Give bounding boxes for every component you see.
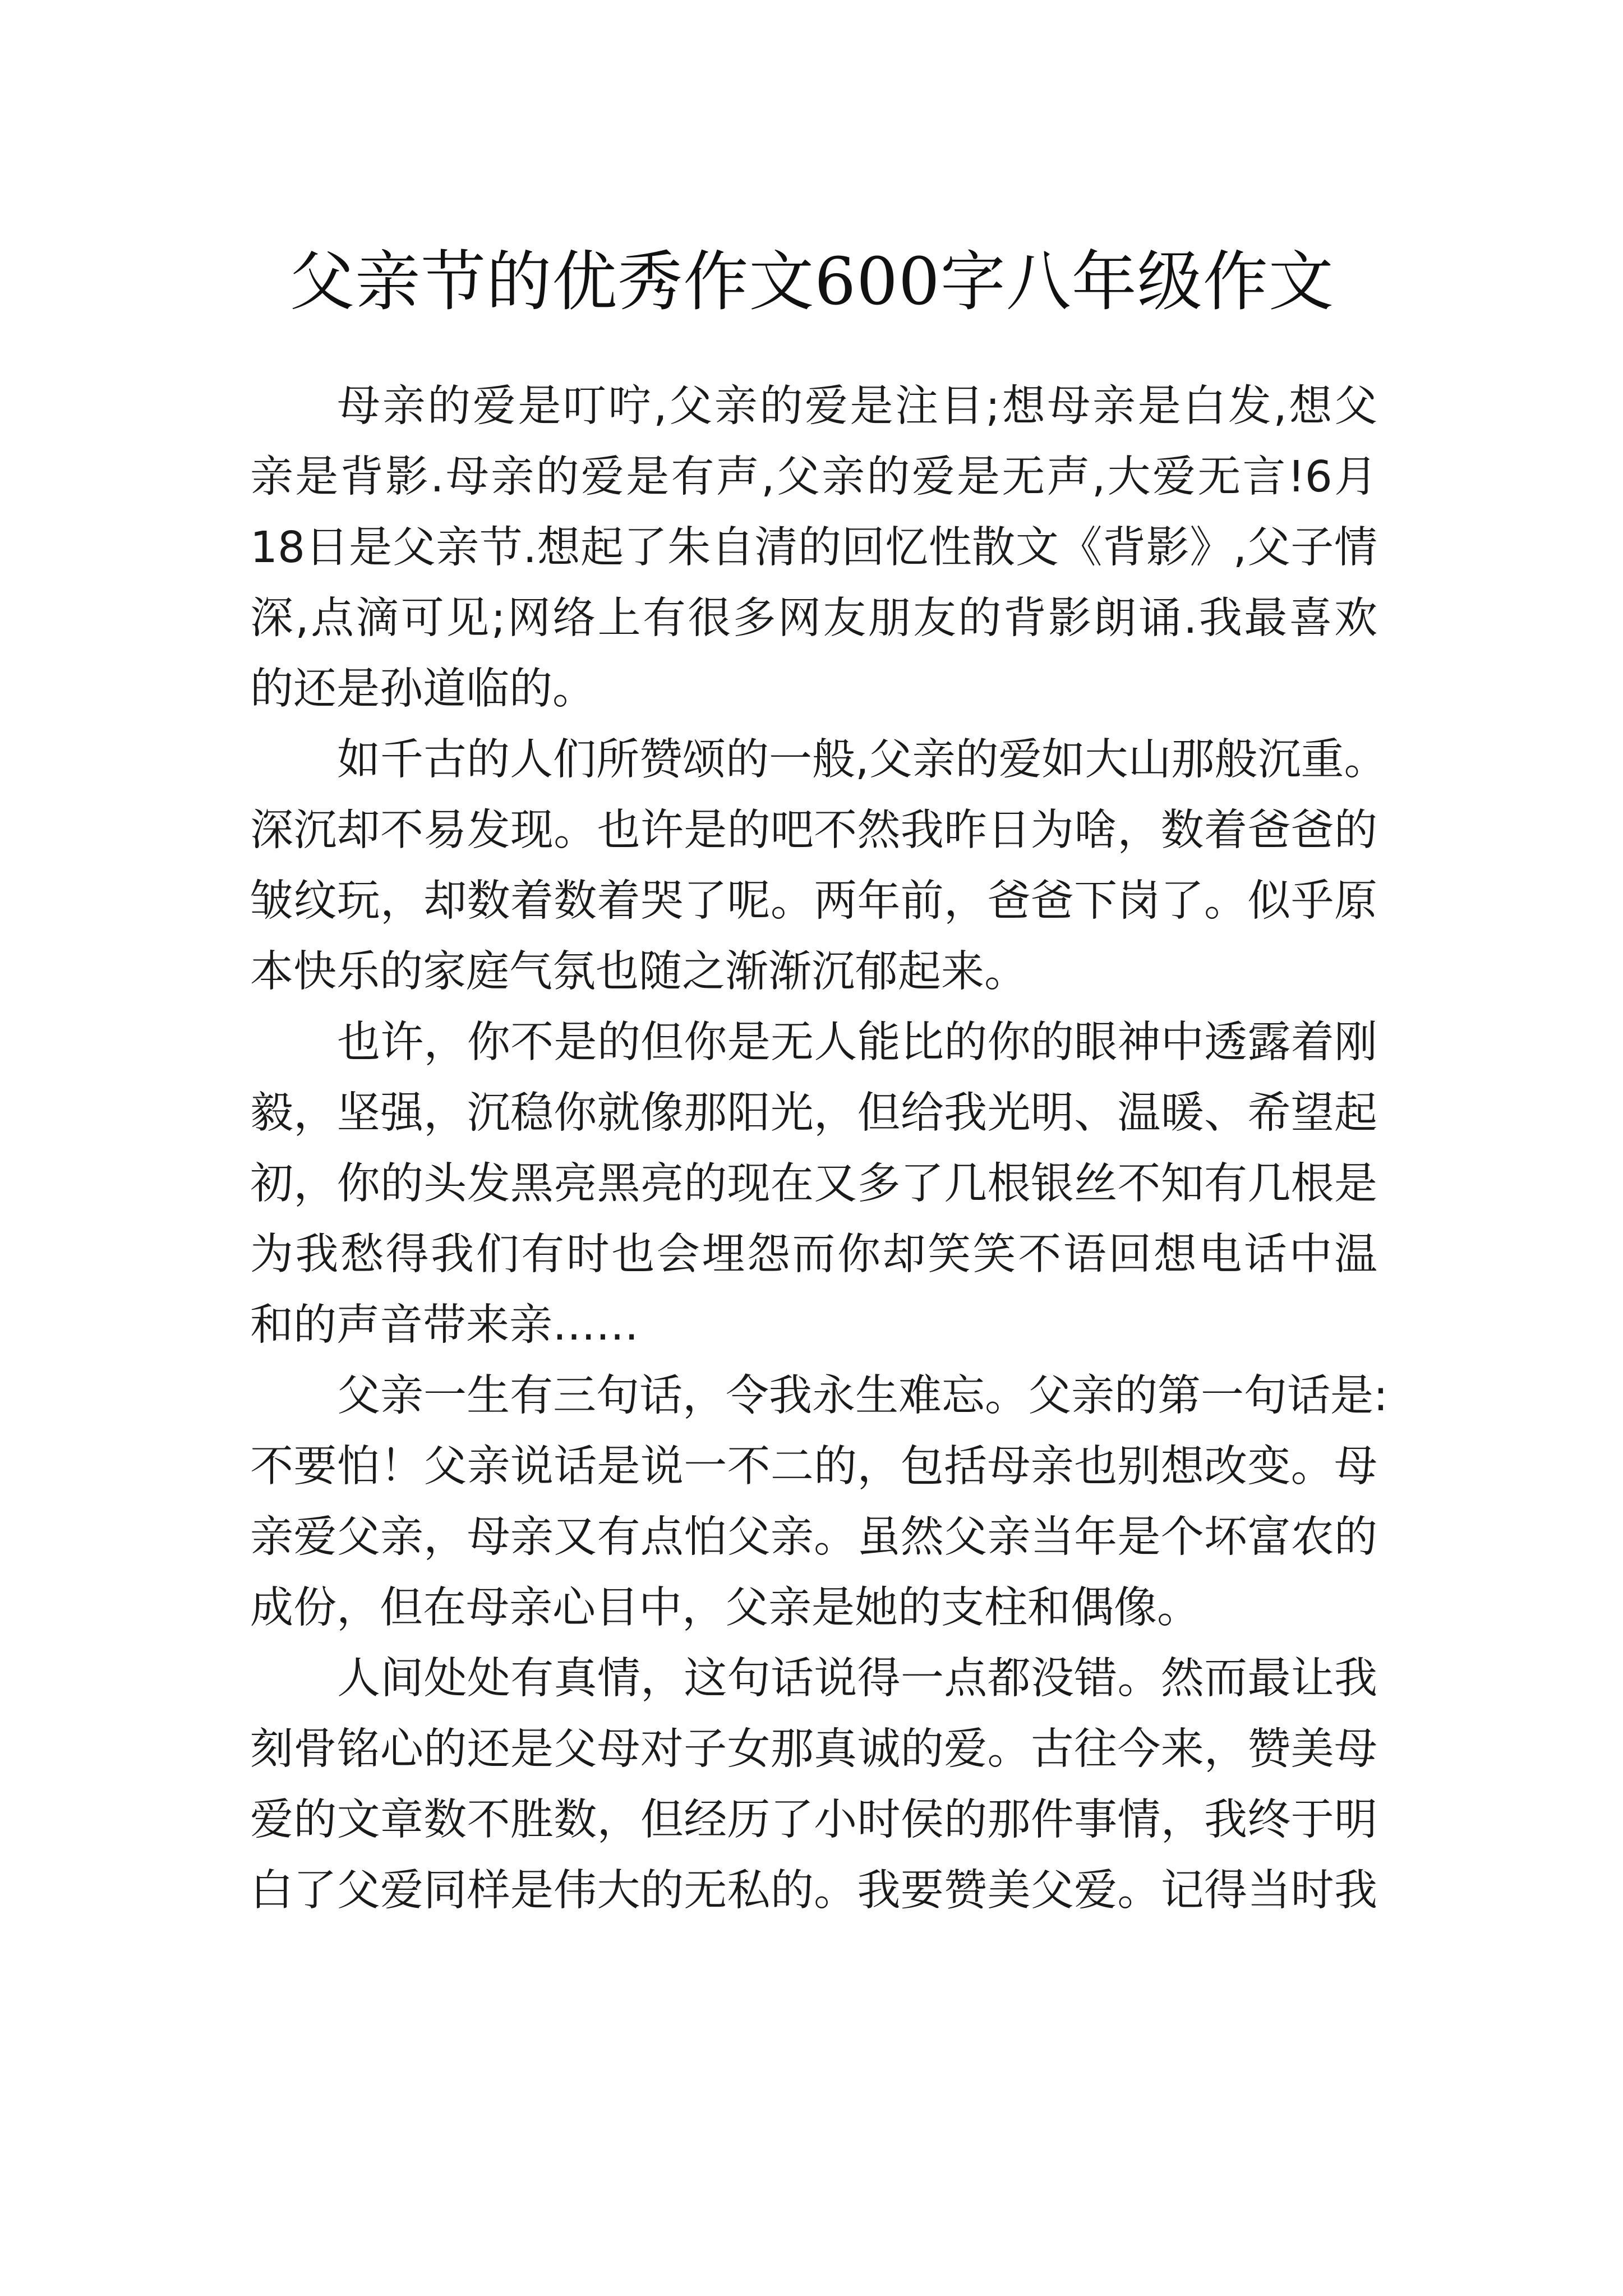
text-line: 本快乐的家庭气氛也随之渐渐沉郁起来。 [250,947,1027,997]
text-line: 不要怕！父亲说话是说一不二的，包括母亲也别想改变。母 [250,1442,1377,1492]
text-line: 亲是背影.母亲的爱是有声,父亲的爱是无声,大爱无言!6月 [250,452,1377,502]
paragraph-1 [250,371,1377,725]
document-body [250,371,1388,1926]
text-line: 为我愁得我们有时也会埋怨而你却笑笑不语回想电话中温 [250,1230,1377,1280]
text-line: 和的声音带来亲…… [250,1300,639,1350]
text-line: 毅，坚强，沉稳你就像那阳光，但给我光明、温暖、希望起 [250,1088,1377,1138]
text-line: 父亲一生有三句话，令我永生难忘。父亲的第一句话是: [337,1371,1388,1421]
text-line: 初，你的头发黑亮黑亮的现在又多了几根银丝不知有几根是 [250,1159,1377,1209]
paragraph-3 [250,1007,1377,1361]
text-line: 母亲的爱是叮咛,父亲的爱是注目;想母亲是白发,想父 [337,381,1377,431]
text-line: 深,点滴可见;网络上有很多网友朋友的背影朗诵.我最喜欢 [250,593,1377,643]
text-line: 的还是孙道临的。 [250,664,596,714]
text-line: 成份，但在母亲心目中，父亲是她的支柱和偶像。 [250,1583,1200,1633]
text-line: 18日是父亲节.想起了朱自清的回忆性散文《背影》,父子情 [250,523,1377,573]
paragraph-4 [250,1361,1388,1644]
text-line: 白了父爱同样是伟大的无私的。我要赞美父爱。记得当时我 [250,1866,1377,1916]
text-line: 也许，你不是的但你是无人能比的你的眼神中透露着刚 [337,1018,1377,1068]
text-line: 如千古的人们所赞颂的一般,父亲的爱如大山那般沉重。 [337,735,1387,785]
text-line: 深沉却不易发现。也许是的吧不然我昨日为啥，数着爸爸的 [250,806,1377,855]
paragraph-2 [250,725,1387,1007]
text-line: 刻骨铭心的还是父母对子女那真诚的爱。古往今来，赞美母 [250,1724,1377,1774]
text-line: 亲爱父亲，母亲又有点怕父亲。虽然父亲当年是个坏富农的 [250,1512,1377,1562]
text-line: 皱纹玩，却数着数着哭了呢。两年前，爸爸下岗了。似乎原 [250,876,1377,926]
text-line: 爱的文章数不胜数，但经历了小时侯的那件事情，我终于明 [250,1795,1377,1845]
text-line: 人间处处有真情，这句话说得一点都没错。然而最让我 [337,1654,1377,1704]
document-title: 父亲节的优秀作文600字八年级作文 [289,243,1334,320]
paragraph-5 [250,1644,1377,1926]
